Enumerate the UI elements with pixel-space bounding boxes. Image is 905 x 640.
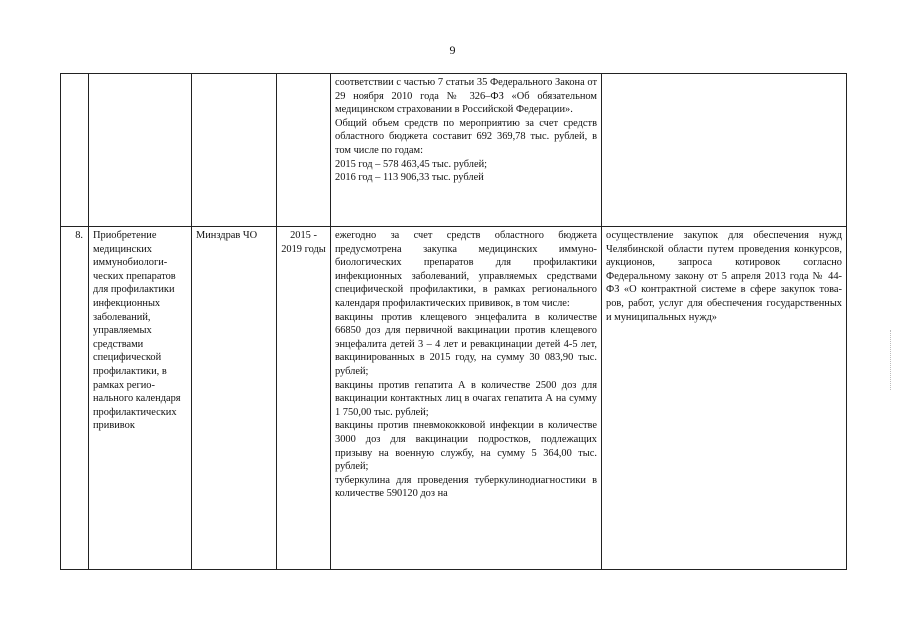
page-number: 9 — [449, 43, 456, 57]
mechanism-cell: осуществление закупок для обеспечения нужд Челябинской области путем проведения конкурсов, аукционов, запроса котировок согласно Федеральному закону от 5 апреля 2013 года № 44-ФЗ «О контрактной системе в сфере закупок товаров, работ, услуг для обеспечения государственных и муниципальных нужд» — [602, 227, 847, 570]
description-paragraph: вакцины против клещевого энцефалита в количестве 66850 доз для первичной вакцинации против клещевого энцефалита детей 3 – 4 лет и ревакцинации детей 4-5 лет, вакцинированных в 2015 году, на сумму 30 083,90 тыс. рублей; — [335, 311, 597, 377]
description-cell — [331, 227, 602, 570]
row-number-cell — [61, 74, 89, 227]
description-paragraph: ежегодно за счет средств областного бюджета предусмотрена закупка медицинских иммунобиологических препаратов для профилактики инфекционных заболеваний, управляемых средствами специфической профилактики, в рамках регионального календаря профилактических прививок, в том числе: — [335, 230, 597, 309]
executor-cell: Минздрав ЧО — [192, 227, 277, 570]
description-paragraph: 2016 год – 113 906,33 тыс. рублей — [335, 172, 484, 184]
executor-cell — [192, 74, 277, 227]
scan-artifact — [890, 330, 894, 390]
measures-table — [60, 73, 847, 570]
description-paragraph: вакцины против пневмококковой инфекции в количестве 3000 доз для вакцинации подростков, подлежащих призыву на военную службу, на сумму 5 364,00 тыс. рублей; — [335, 420, 597, 473]
description-paragraph: Общий объем средств по мероприятию за счет средств областного бюджета составит 692 369,78 тыс. рублей, в том числе по годам: — [335, 117, 597, 156]
period-cell: 2015 - 2019 годы — [277, 227, 331, 570]
activity-cell — [89, 74, 192, 227]
description-cell — [331, 74, 602, 227]
description-paragraph: вакцины против гепатита А в количестве 2500 доз для вакцинации контактных лиц в очагах гепатита А на сумму 1 750,00 тыс. рублей; — [335, 379, 597, 418]
table-row — [61, 74, 847, 227]
mechanism-cell — [602, 74, 847, 227]
description-paragraph: туберкулина для проведения туберкулинодиагностики в количестве 590120 доз на — [335, 474, 597, 500]
period-cell — [277, 74, 331, 227]
table-row — [61, 227, 847, 570]
description-paragraph: соответствии с частью 7 статьи 35 Федерального Закона от 29 ноября 2010 года № 326–ФЗ «Об обязательном медицинском страховании в Российской Федерации». — [335, 77, 597, 116]
row-number-cell: 8. — [61, 227, 89, 570]
activity-cell: Приобретение медицинских иммунобиологических препаратов для профилактики инфекционных заболеваний, управляемых средствами специфической профилактики, в рамках регионального календаря профилактических прививок — [89, 227, 192, 570]
description-paragraph: 2015 год – 578 463,45 тыс. рублей; — [335, 158, 488, 170]
